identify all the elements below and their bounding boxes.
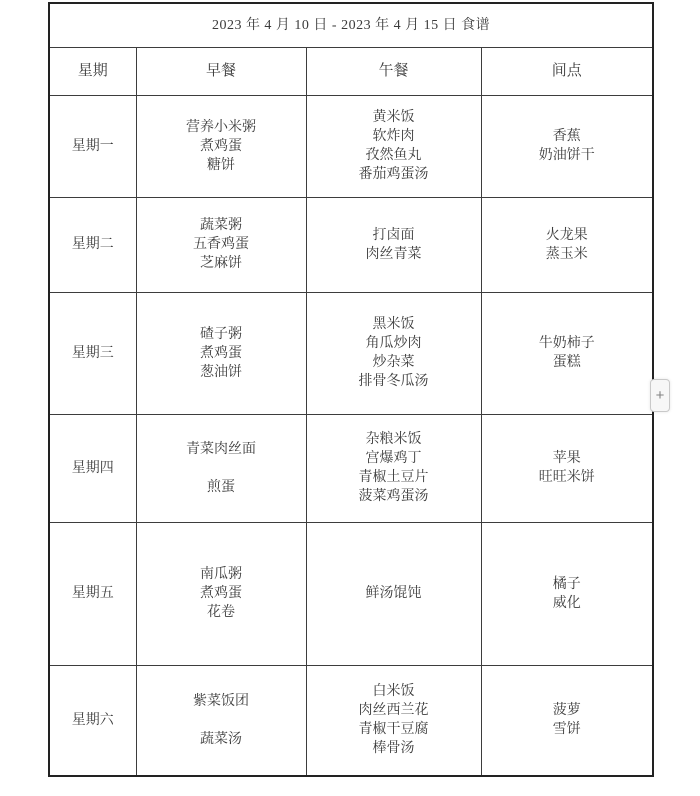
menu-line: 孜然鱼丸 (365, 148, 422, 163)
menu-line: 牛奶柿子 (538, 336, 595, 351)
menu-row-saturday (49, 665, 653, 776)
breakfast-cell[interactable] (136, 197, 306, 292)
menu-line: 杂粮米饭 (365, 432, 422, 447)
snack-cell[interactable] (481, 292, 653, 414)
column-header-breakfast: 早餐 (136, 47, 306, 95)
menu-line: 宫爆鸡丁 (365, 451, 422, 466)
menu-line: 蛋糕 (552, 355, 581, 370)
menu-line (137, 711, 306, 730)
menu-line: 软炸肉 (372, 129, 415, 144)
menu-line: 黑米饭 (372, 317, 415, 332)
breakfast-cell[interactable] (136, 665, 306, 776)
menu-line: 角瓜炒肉 (365, 336, 422, 351)
plus-icon: + (655, 387, 665, 404)
lunch-cell[interactable] (306, 414, 481, 522)
menu-line: 苹果 (552, 451, 581, 466)
menu-line: 鲜汤馄饨 (365, 586, 422, 601)
menu-line: 营养小米粥 (186, 119, 256, 135)
menu-line: 蒸玉米 (545, 246, 588, 262)
menu-line: 旺旺米饼 (538, 470, 595, 485)
menu-line: 番茄鸡蛋汤 (358, 167, 429, 182)
breakfast-cell[interactable] (136, 292, 306, 414)
menu-line: 蔬菜粥 (200, 218, 242, 233)
menu-line: 白米饭 (372, 684, 415, 700)
day-cell[interactable]: 星期二 (49, 197, 136, 292)
day-cell[interactable]: 星期六 (49, 665, 136, 776)
menu-line: 蔬菜汤 (200, 731, 242, 747)
menu-line: 五香鸡蛋 (193, 237, 249, 252)
menu-line: 紫菜饭团 (193, 693, 249, 709)
snack-cell[interactable] (481, 197, 653, 292)
menu-line: 碴子粥 (200, 326, 242, 342)
menu-line: 黄米饭 (372, 110, 415, 125)
menu-line: 花卷 (207, 605, 235, 620)
menu-line: 煮鸡蛋 (200, 345, 242, 361)
menu-line: 排骨冬瓜汤 (358, 374, 429, 389)
menu-line: 棒骨汤 (372, 741, 415, 757)
snack-cell[interactable] (481, 665, 653, 776)
header-row (49, 47, 653, 95)
day-cell[interactable]: 星期五 (49, 522, 136, 665)
menu-line: 威化 (552, 595, 581, 611)
menu-line: 菠菜鸡蛋汤 (358, 489, 429, 504)
menu-line (137, 459, 306, 478)
lunch-cell[interactable] (306, 292, 481, 414)
menu-line: 菠萝 (552, 703, 581, 719)
menu-line: 打卤面 (372, 227, 415, 243)
menu-row-friday (49, 522, 653, 665)
menu-row-wednesday (49, 292, 653, 414)
day-cell[interactable]: 星期三 (49, 292, 136, 414)
column-header-day: 星期 (49, 47, 136, 95)
menu-line: 肉丝青菜 (365, 246, 422, 262)
lunch-cell[interactable] (306, 665, 481, 776)
menu-line: 青椒土豆片 (358, 470, 429, 485)
lunch-cell[interactable] (306, 197, 481, 292)
column-header-lunch: 午餐 (306, 47, 481, 95)
column-header-snack: 间点 (481, 47, 653, 95)
lunch-cell[interactable] (306, 95, 481, 197)
table-title: 2023 年 4 月 10 日 - 2023 年 4 月 15 日 食谱 (49, 3, 653, 47)
menu-line: 南瓜粥 (200, 567, 242, 582)
snack-cell[interactable] (481, 95, 653, 197)
snack-cell[interactable] (481, 414, 653, 522)
menu-line: 糖饼 (207, 157, 235, 173)
menu-line: 火龙果 (545, 227, 588, 243)
day-cell[interactable]: 星期一 (49, 95, 136, 197)
menu-line: 煎蛋 (207, 479, 235, 495)
menu-line: 炒杂菜 (372, 355, 415, 370)
menu-table-container (48, 2, 654, 777)
lunch-cell[interactable] (306, 522, 481, 665)
menu-line: 雪饼 (552, 722, 581, 738)
menu-row-tuesday (49, 197, 653, 292)
menu-line: 葱油饼 (200, 364, 242, 380)
menu-line: 香蕉 (552, 129, 581, 144)
menu-line: 煮鸡蛋 (200, 138, 242, 154)
breakfast-cell[interactable] (136, 414, 306, 522)
add-column-button[interactable] (650, 379, 670, 412)
menu-row-thursday (49, 414, 653, 522)
title-row (49, 3, 653, 47)
breakfast-cell[interactable] (136, 95, 306, 197)
snack-cell[interactable] (481, 522, 653, 665)
menu-row-monday (49, 95, 653, 197)
menu-table (48, 2, 654, 777)
day-cell[interactable]: 星期四 (49, 414, 136, 522)
breakfast-cell[interactable] (136, 522, 306, 665)
menu-line: 煮鸡蛋 (200, 586, 242, 601)
menu-line: 橘子 (552, 576, 581, 592)
menu-line: 肉丝西兰花 (358, 703, 429, 719)
menu-line: 青椒干豆腐 (358, 722, 429, 738)
menu-line: 青菜肉丝面 (186, 441, 256, 457)
menu-line: 芝麻饼 (200, 256, 242, 271)
menu-line: 奶油饼干 (538, 148, 595, 163)
